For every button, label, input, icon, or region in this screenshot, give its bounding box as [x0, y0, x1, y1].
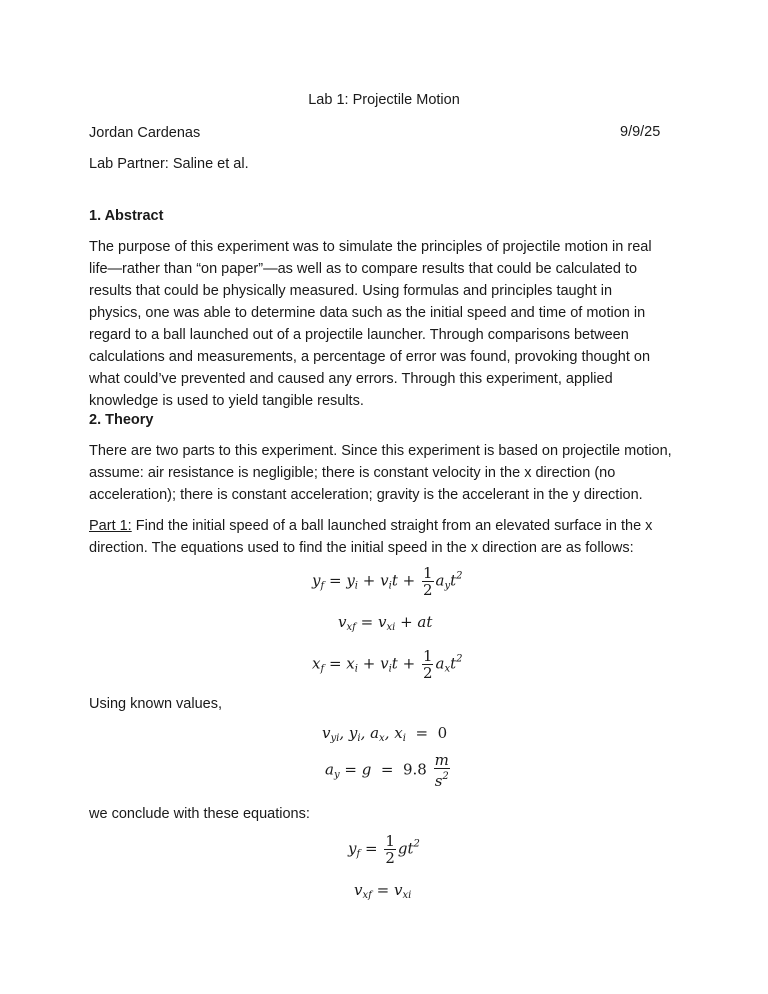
equation-known-zeros: $v_{yi}$, $y_i$, $a_x$, $x_i = 0$ — [322, 724, 448, 744]
known-values-text: Using known values, — [89, 696, 222, 712]
author-name: Jordan Cardenas — [89, 125, 201, 141]
part1-line — [89, 517, 652, 535]
abstract-line: physics, one was able to determine data such as the initial speed and time of motion in — [89, 305, 646, 321]
abstract-line: life—rather than “on paper”—as well as to compare results that could be calculated to — [89, 261, 638, 277]
equation-gravity: $a_y = g = 9.8$ $\frac{m}{s^2}$ — [325, 751, 449, 790]
theory-line: assume: air resistance is negligible; there is constant velocity in the x direction (no — [89, 465, 616, 481]
equation-x-velocity-final: $v_{xf} = v_{xi}$ — [354, 881, 412, 901]
equation-x-position: $x_f = x_i + v_it$ + $\frac{1}{2}$ $a_xt^2$ — [312, 647, 463, 682]
abstract-heading: 1. Abstract — [89, 208, 164, 224]
equation-y-position: $y_f = y_i + v_it$ + $\frac{1}{2}$ $a_yt^2$ — [312, 564, 463, 599]
conclude-text: we conclude with these equations: — [89, 806, 310, 822]
document-title: Lab 1: Projectile Motion — [308, 92, 460, 108]
abstract-line: what could’ve prevented and caused any errors. Through this experiment, applied — [89, 371, 613, 387]
abstract-line: The purpose of this experiment was to simulate the principles of projectile motion in real — [89, 239, 652, 255]
theory-heading: 2. Theory — [89, 412, 154, 428]
theory-line: acceleration); there is constant acceleration; gravity is the accelerant in the y direction. — [89, 487, 643, 503]
lab-partner: Lab Partner: Saline et al. — [89, 156, 249, 172]
part1-label: Part 1: — [89, 518, 132, 534]
part1-line-2: direction. The equations used to find the initial speed in the x direction are as follows: — [89, 540, 634, 556]
abstract-line: calculations and measurements, a percentage of error was found, provoking thought on — [89, 349, 651, 365]
abstract-line: knowledge is used to yield tangible results. — [89, 393, 364, 409]
part1-text: Find the initial speed of a ball launched straight from an elevated surface in the x — [131, 518, 653, 534]
theory-line: There are two parts to this experiment. Since this experiment is based on projectile motion, — [89, 443, 672, 459]
abstract-line: results that could be physically measured. Using formulas and principles taught in — [89, 283, 613, 299]
report-date: 9/9/25 — [620, 124, 661, 140]
equation-x-velocity: $v_{xf} = v_{xi}$ + at — [338, 613, 433, 633]
abstract-line: regard to a ball launched out of a projectile launcher. Through comparisons between — [89, 327, 629, 343]
equation-y-final: $y_f$ = $\frac{1}{2}$ $gt^2$ — [348, 832, 420, 867]
